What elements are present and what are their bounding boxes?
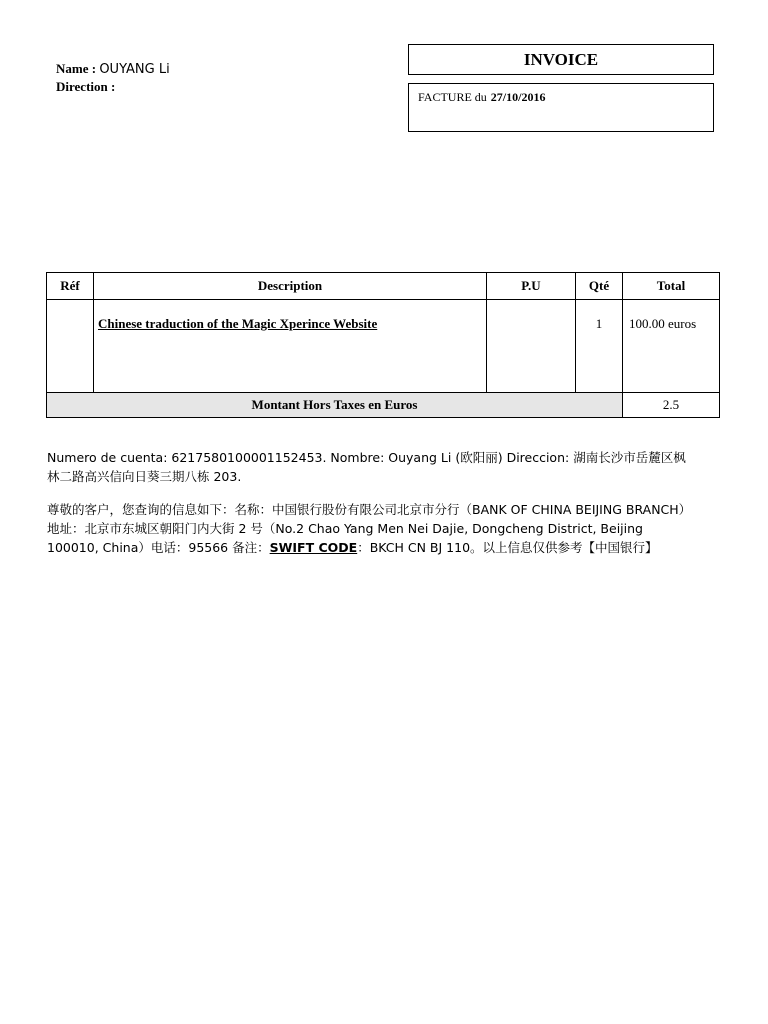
direction-line <box>56 78 170 95</box>
invoice-title: INVOICE <box>523 49 599 69</box>
summary-value: 2.5 <box>623 393 720 418</box>
item-pu <box>487 300 576 393</box>
header-pu: P.U <box>487 273 576 300</box>
item-description: Chinese traduction of the Magic Xperince Website <box>94 300 487 393</box>
customer-block <box>56 60 170 95</box>
account-paragraph: Numero de cuenta: 6217580100001152453. Nombre: Ouyang Li (欧阳丽) Direccion: 湖南长沙市岳麓区枫林二路高兴信向日葵三期八栋 203. <box>47 450 686 484</box>
item-total: 100.00 euros <box>623 300 720 393</box>
table-header-row <box>47 273 720 300</box>
summary-row <box>47 393 720 418</box>
invoice-table <box>46 272 720 418</box>
facture-box <box>408 83 714 132</box>
header-ref: Réf <box>47 273 94 300</box>
bank-info-text-end: ：BKCH CN BJ 110。以上信息仅供参考【中国银行】 <box>357 540 658 555</box>
name-value: OUYANG Li <box>99 62 170 77</box>
header-total: Total <box>623 273 720 300</box>
facture-date: 27/10/2016 <box>490 90 546 104</box>
item-ref <box>47 300 94 393</box>
summary-label: Montant Hors Taxes en Euros <box>47 393 623 418</box>
item-qte: 1 <box>576 300 623 393</box>
table-row <box>47 300 720 393</box>
header-description: Description <box>94 273 487 300</box>
facture-label: FACTURE du <box>418 90 487 104</box>
name-label: Name : <box>56 61 97 76</box>
swift-code-label: SWIFT CODE <box>269 540 358 555</box>
header-qte: Qté <box>576 273 623 300</box>
direction-label: Direction : <box>56 79 116 94</box>
invoice-title-box <box>408 44 714 75</box>
bank-info-text: 尊敬的客户，您查询的信息如下：名称：中国银行股份有限公司北京市分行（BANK OF CHINA BEIJING BRANCH）地址：北京市东城区朝阳门内大街 2 号（No.2 Chao Yang Men Nei Dajie, Dongcheng District, Beijing 100010, China）电话：95566 备注： <box>47 502 685 555</box>
bank-info-paragraph <box>47 500 687 557</box>
name-line <box>56 60 170 78</box>
